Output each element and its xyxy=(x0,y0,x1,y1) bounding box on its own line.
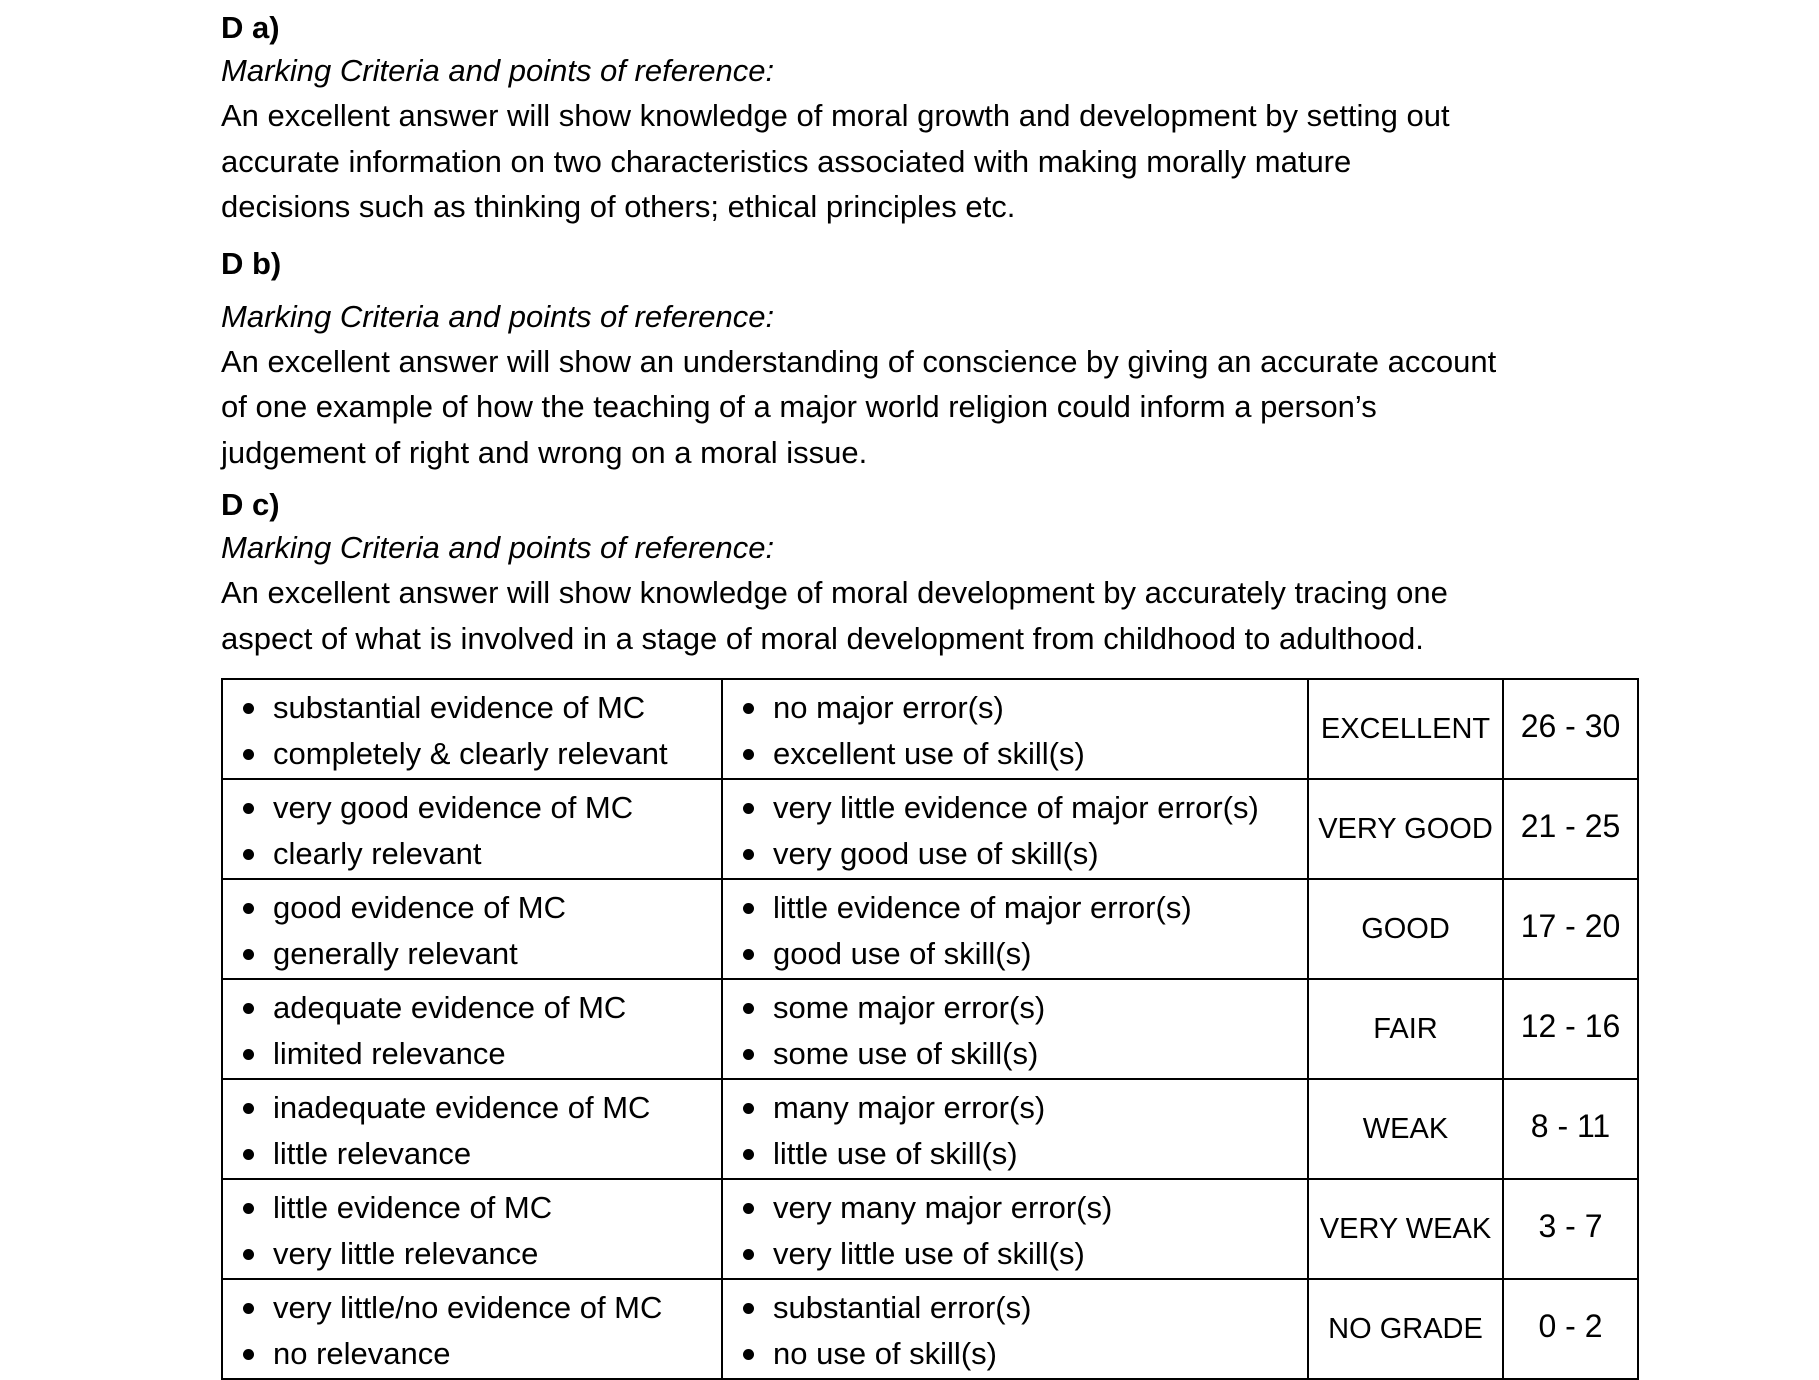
bullet-icon xyxy=(743,1303,754,1314)
section-subheading-dc: Marking Criteria and points of reference: xyxy=(221,530,775,565)
table-row xyxy=(222,779,1638,879)
grade-cell: WEAK xyxy=(1308,1079,1503,1179)
bullet-icon xyxy=(743,849,754,860)
skills-cell xyxy=(722,1179,1308,1279)
criteria-text: adequate evidence of MC xyxy=(273,990,627,1025)
document-body xyxy=(221,0,1641,661)
bullet-icon xyxy=(743,1103,754,1114)
skills-cell xyxy=(722,679,1308,779)
criteria-text: good use of skill(s) xyxy=(773,936,1032,971)
bullet-icon xyxy=(243,1203,254,1214)
criteria-text: little use of skill(s) xyxy=(773,1136,1018,1171)
skills-cell xyxy=(722,1079,1308,1179)
skills-cell xyxy=(722,879,1308,979)
bullet-icon xyxy=(243,903,254,914)
table-row xyxy=(222,1179,1638,1279)
criteria-text: some major error(s) xyxy=(773,990,1046,1025)
criteria-text: very little use of skill(s) xyxy=(773,1236,1085,1271)
criteria-text: little evidence of major error(s) xyxy=(773,890,1192,925)
bullet-icon xyxy=(243,1249,254,1260)
bullet-icon xyxy=(243,1303,254,1314)
marks-cell: 8 - 11 xyxy=(1503,1079,1638,1179)
criteria-text: little evidence of MC xyxy=(273,1190,553,1225)
criteria-text: many major error(s) xyxy=(773,1090,1046,1125)
criteria-text: very good use of skill(s) xyxy=(773,836,1099,871)
bullet-icon xyxy=(243,1103,254,1114)
skills-cell xyxy=(722,1279,1308,1379)
criteria-text: some use of skill(s) xyxy=(773,1036,1039,1071)
criteria-text: little relevance xyxy=(273,1136,472,1171)
section-heading-db: D b) xyxy=(221,245,282,281)
bullet-icon xyxy=(743,1149,754,1160)
criteria-text: no major error(s) xyxy=(773,690,1004,725)
criteria-text: limited relevance xyxy=(273,1036,506,1071)
criteria-text: no relevance xyxy=(273,1336,451,1371)
criteria-text: very many major error(s) xyxy=(773,1190,1113,1225)
evidence-cell xyxy=(222,1179,722,1279)
grade-cell: VERY GOOD xyxy=(1308,779,1503,879)
marking-rubric-table xyxy=(221,678,1639,1380)
criteria-text: inadequate evidence of MC xyxy=(273,1090,651,1125)
bullet-icon xyxy=(243,803,254,814)
criteria-text: very little/no evidence of MC xyxy=(273,1290,663,1325)
criteria-text: no use of skill(s) xyxy=(773,1336,997,1371)
criteria-text: good evidence of MC xyxy=(273,890,566,925)
table-row xyxy=(222,979,1638,1079)
criteria-text: very little evidence of major error(s) xyxy=(773,790,1259,825)
bullet-icon xyxy=(243,849,254,860)
text-line: aspect of what is involved in a stage of moral development from childhood to adulthood. xyxy=(221,620,1424,656)
bullet-icon xyxy=(743,903,754,914)
evidence-cell xyxy=(222,679,722,779)
bullet-icon xyxy=(743,1203,754,1214)
text-line: An excellent answer will show an understanding of conscience by giving an accurate account xyxy=(221,343,1497,379)
bullet-icon xyxy=(243,949,254,960)
bullet-icon xyxy=(743,803,754,814)
section-subheading-db: Marking Criteria and points of reference: xyxy=(221,298,775,334)
table-row xyxy=(222,1079,1638,1179)
grade-cell: EXCELLENT xyxy=(1308,679,1503,779)
text-line: An excellent answer will show knowledge of moral development by accurately tracing one xyxy=(221,575,1448,610)
text-line: accurate information on two characteristics associated with making morally mature xyxy=(221,143,1352,179)
criteria-text: substantial error(s) xyxy=(773,1290,1032,1325)
bullet-icon xyxy=(243,749,254,760)
grade-cell: GOOD xyxy=(1308,879,1503,979)
section-heading-dc: D c) xyxy=(221,487,280,522)
skills-cell xyxy=(722,979,1308,1079)
section-text-da xyxy=(221,93,1641,230)
criteria-text: very little relevance xyxy=(273,1236,539,1271)
marks-cell: 26 - 30 xyxy=(1503,679,1638,779)
table-row xyxy=(222,879,1638,979)
marks-cell: 17 - 20 xyxy=(1503,879,1638,979)
bullet-icon xyxy=(743,1003,754,1014)
bullet-icon xyxy=(243,1003,254,1014)
marks-cell: 0 - 2 xyxy=(1503,1279,1638,1379)
criteria-text: substantial evidence of MC xyxy=(273,690,646,725)
marks-cell: 12 - 16 xyxy=(1503,979,1638,1079)
evidence-cell xyxy=(222,779,722,879)
bullet-icon xyxy=(743,1249,754,1260)
bullet-icon xyxy=(743,749,754,760)
skills-cell xyxy=(722,779,1308,879)
text-line: An excellent answer will show knowledge of moral growth and development by setting out xyxy=(221,98,1450,133)
bullet-icon xyxy=(243,1149,254,1160)
bullet-icon xyxy=(743,703,754,714)
grade-cell: VERY WEAK xyxy=(1308,1179,1503,1279)
marks-cell: 21 - 25 xyxy=(1503,779,1638,879)
evidence-cell xyxy=(222,879,722,979)
section-heading-da: D a) xyxy=(221,10,280,45)
criteria-text: excellent use of skill(s) xyxy=(773,736,1085,771)
criteria-text: very good evidence of MC xyxy=(273,790,634,825)
bullet-icon xyxy=(243,1049,254,1060)
criteria-text: generally relevant xyxy=(273,936,518,971)
grade-cell: FAIR xyxy=(1308,979,1503,1079)
bullet-icon xyxy=(743,1049,754,1060)
evidence-cell xyxy=(222,1079,722,1179)
criteria-text: clearly relevant xyxy=(273,836,482,871)
text-line: of one example of how the teaching of a major world religion could inform a person’s xyxy=(221,389,1377,424)
section-subheading-da: Marking Criteria and points of reference: xyxy=(221,53,775,88)
table-row xyxy=(222,679,1638,779)
text-line: judgement of right and wrong on a moral issue. xyxy=(221,434,868,470)
text-line: decisions such as thinking of others; ethical principles etc. xyxy=(221,189,1016,224)
criteria-text: completely & clearly relevant xyxy=(273,736,668,771)
evidence-cell xyxy=(222,1279,722,1379)
evidence-cell xyxy=(222,979,722,1079)
table-row xyxy=(222,1279,1638,1379)
section-text-db xyxy=(221,339,1641,476)
bullet-icon xyxy=(743,949,754,960)
grade-cell: NO GRADE xyxy=(1308,1279,1503,1379)
marks-cell: 3 - 7 xyxy=(1503,1179,1638,1279)
section-text-dc xyxy=(221,570,1641,661)
bullet-icon xyxy=(243,703,254,714)
